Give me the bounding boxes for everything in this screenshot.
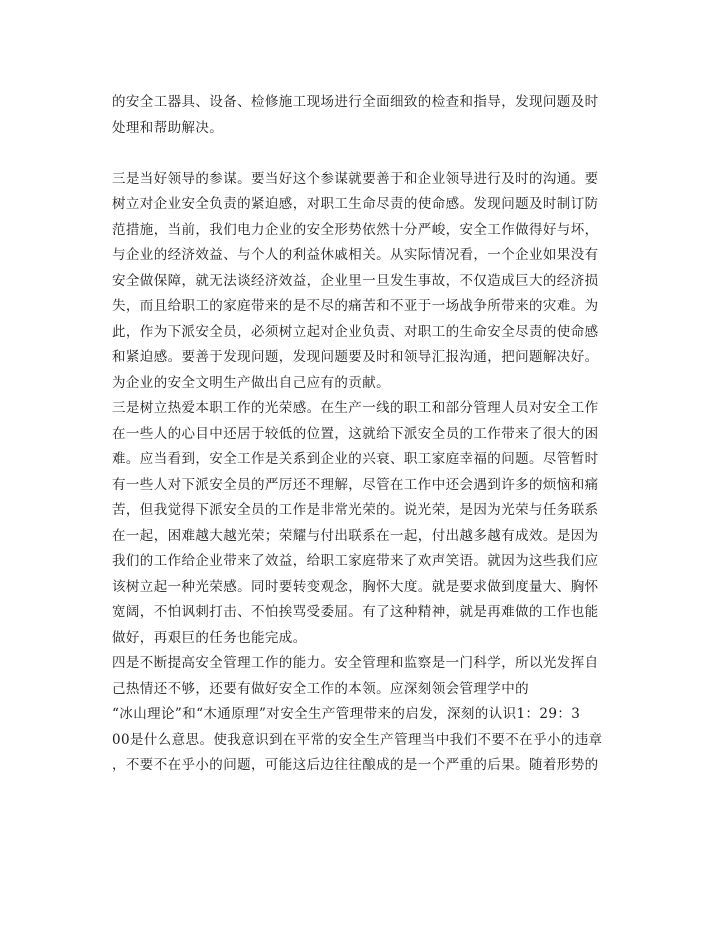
text-line: 失，而且给职工的家庭带来的是不尽的痛苦和不亚于一场战争所带来的灾难。为	[112, 298, 599, 314]
text-line: 有一些人对下派安全员的严厉还不理解，尽管在工作中还会遇到许多的烦恼和痛	[112, 476, 599, 493]
text-line: 该树立起一种光荣感。同时要转变观念，胸怀大度。就是要求做到度量大、胸怀	[112, 578, 599, 595]
text-line: 在一些人的心目中还居于较低的位置，这就给下派安全员的工作带来了很大的困	[112, 425, 599, 442]
text-line: 己热情还不够，还要有做好安全工作的本领。应深刻领会管理学中的	[112, 680, 529, 697]
text-line: 苦，但我觉得下派安全员的工作是非常光荣的。说光荣，是因为光荣与任务联系	[112, 502, 599, 518]
text-line: 此，作为下派安全员，必须树立起对企业负责、对职工的生命安全尽责的使命感	[112, 323, 599, 340]
text-line: 难。应当看到，安全工作是关系到企业的兴衰、职工家庭幸福的问题。尽管暂时	[112, 451, 599, 467]
document-body	[112, 90, 612, 779]
paragraph-3	[112, 396, 612, 651]
text-line: 00是什么意思。使我意识到在平常的安全生产管理当中我们不要不在乎小的违章	[112, 731, 603, 748]
text-line: 三是树立热爱本职工作的光荣感。在生产一线的职工和部分管理人员对安全工作	[112, 400, 599, 416]
text-line: 处理和帮助解决。	[112, 119, 224, 136]
text-line: ，不要不在乎小的问题，可能这后边往往酿成的是一个严重的后果。随着形势的	[112, 757, 599, 773]
text-line: 与企业的经济效益、与个人的利益休戚相关。从实际情况看，一个企业如果没有	[112, 247, 599, 263]
paragraph-4	[112, 651, 612, 779]
paragraph-2	[112, 167, 612, 397]
paragraph-gap	[112, 141, 612, 167]
text-line: 和紧迫感。要善于发现问题，发现问题要及时和领导汇报沟通，把问题解决好。	[112, 349, 599, 365]
paragraph-1	[112, 90, 612, 141]
text-line: “冰山理论”和“木通原理”对安全生产管理带来的启发，深刻的认识1：29：3	[112, 706, 581, 722]
text-line: 宽阔，不怕讽刺打击、不怕挨骂受委屈。有了这种精神，就是再难做的工作也能	[112, 604, 599, 620]
text-line: 做好，再艰巨的任务也能完成。	[112, 629, 307, 646]
text-line: 我们的工作给企业带来了效益，给职工家庭带来了欢声笑语。就因为这些我们应	[112, 553, 599, 569]
text-line: 三是当好领导的参谋。要当好这个参谋就要善于和企业领导进行及时的沟通。要	[112, 170, 599, 187]
text-line: 在一起，困难越大越光荣；荣耀与付出联系在一起，付出越多越有成效。是因为	[112, 527, 599, 544]
text-line: 四是不断提高安全管理工作的能力。安全管理和监察是一门科学，所以光发挥自	[112, 655, 599, 671]
text-line: 范措施，当前，我们电力企业的安全形势依然十分严峻，安全工作做得好与坏，	[112, 221, 599, 238]
text-line: 树立对企业安全负责的紧迫感，对职工生命尽责的使命感。发现问题及时制订防	[112, 196, 599, 212]
text-line: 安全做保障，就无法谈经济效益，企业里一旦发生事故，不仅造成巨大的经济损	[112, 272, 599, 289]
text-line: 为企业的安全文明生产做出自己应有的贡献。	[112, 374, 390, 391]
text-line: 的安全工器具、设备、检修施工现场进行全面细致的检查和指导，发现问题及时	[112, 94, 599, 110]
